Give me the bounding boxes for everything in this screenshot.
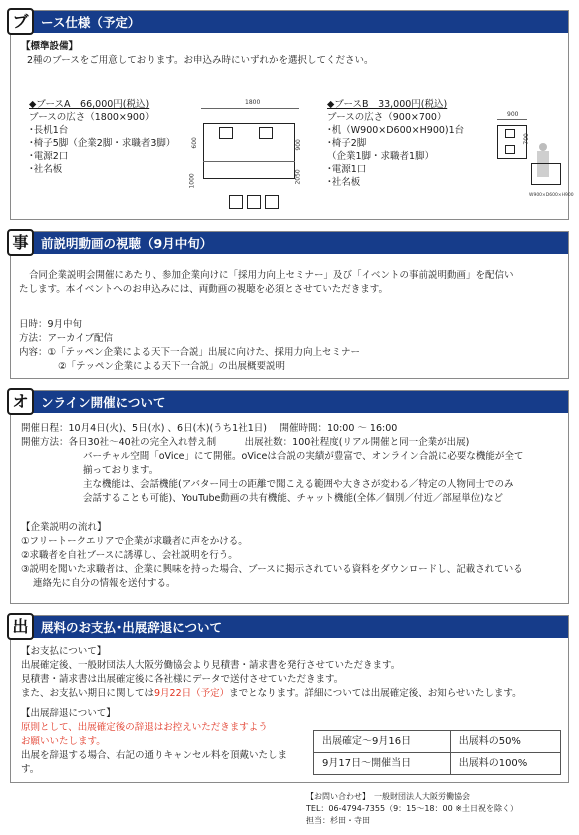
fees-section bbox=[10, 615, 569, 783]
booth-a-line: ･長机1台 bbox=[29, 125, 69, 136]
booth-intro: 2種のブースをご用意しております。お申込み時にいずれかを選択してください。 bbox=[27, 55, 374, 66]
booth-b-note: W900×D600×H900 bbox=[529, 193, 574, 198]
table-cell: 出展料の100% bbox=[450, 753, 560, 775]
booth-header bbox=[11, 11, 568, 33]
contact-line: 担当：杉田・寺田 bbox=[306, 816, 370, 825]
booth-b-chair bbox=[505, 129, 515, 138]
payment-text: 出展確定後、一般財団法人大阪労働協会より見積書・請求書を発行させていただきます。 bbox=[21, 660, 401, 671]
cancel-fee-table bbox=[313, 730, 561, 775]
booth-a-depth1-dim: 600 bbox=[190, 137, 198, 149]
fees-header bbox=[11, 616, 568, 638]
cancel-heading: 【出展辞退について】 bbox=[21, 708, 116, 719]
booth-b-line: ブースの広さ（900×700） bbox=[327, 112, 447, 123]
online-desc: 主な機能は、会話機能(アバター同士の距離で聞こえる範囲や大きさが変わる／特定の人物同士でのみ bbox=[83, 479, 514, 490]
flow-step: ①フリートークエリアで企業が求職者に声をかける。 bbox=[21, 536, 248, 547]
contact-line: TEL：06-4794-7355（9：15～18：00 ※土日祝を除く） bbox=[306, 804, 518, 813]
contact-line: 【お問い合わせ】 一般財団法人大阪労働協会 bbox=[306, 792, 470, 801]
online-dates: 開催日程：10月4日(火)、5日(水) 、6日(木)(うち1社1日) 開催時間：10:00 ～ 16:00 bbox=[21, 423, 398, 434]
fees-badge: 出 bbox=[7, 613, 34, 640]
video-header bbox=[11, 232, 568, 254]
booth-title: ース仕様（予定） bbox=[41, 15, 141, 30]
booth-a-chair bbox=[229, 195, 243, 209]
online-method: 開催方法：各日30社～40社の完全入れ替え制 出展社数：100社程度(リアル開催と同一企業が出展) bbox=[21, 437, 470, 448]
booth-a-table bbox=[203, 123, 295, 179]
video-content: ②「テッペン企業による天下一合説」の出展概要説明 bbox=[58, 361, 286, 372]
cancel-warning: お願いいたします。 bbox=[21, 736, 106, 747]
online-desc: 揃っております。 bbox=[83, 465, 159, 476]
table-row bbox=[314, 753, 561, 775]
online-section bbox=[10, 390, 569, 604]
booth-a-line: ･椅子5脚（企業2脚・求職者3脚） bbox=[29, 138, 176, 149]
booth-section bbox=[10, 10, 574, 220]
flow-heading: 【企業説明の流れ】 bbox=[21, 522, 107, 533]
booth-b-title: ◆ブースB 33,000円(税込) bbox=[327, 99, 448, 110]
video-content: 内容：①「テッペン企業による天下一合説」出展に向けた、採用力向上セミナー bbox=[19, 347, 361, 358]
booth-b-line: ･電源1口 bbox=[327, 164, 367, 175]
booth-a-side-dim: 1000 bbox=[188, 173, 196, 189]
booth-b-chair bbox=[505, 145, 515, 154]
booth-a-line: ･社名板 bbox=[29, 164, 63, 175]
cancel-text: す。 bbox=[21, 764, 40, 775]
booth-a-title: ◆ブースA 66,000円(税込) bbox=[29, 99, 150, 110]
booth-b-line: ･机（W900×D600×H900)1台 bbox=[327, 125, 465, 136]
flow-step: ②求職者を自社ブースに誘導し、会社説明を行う。 bbox=[21, 550, 238, 561]
video-date: 日時：9月中旬 bbox=[19, 319, 83, 330]
table-cell: 出展確定～9月16日 bbox=[314, 731, 451, 753]
booth-a-width-dim: 1800 bbox=[245, 99, 261, 106]
booth-a-height-dim: 2050 bbox=[294, 169, 302, 185]
booth-b-side-dim: 700 bbox=[522, 133, 530, 145]
booth-a-chair bbox=[265, 195, 279, 209]
video-title: 前説明動画の視聴（9月中旬） bbox=[41, 236, 213, 251]
booth-b-person-icon bbox=[539, 143, 547, 151]
standard-equipment-heading: 【標準設備】 bbox=[21, 41, 79, 52]
fees-title: 展料のお支払･出展辞退について bbox=[41, 620, 223, 635]
payment-heading: 【お支払について】 bbox=[21, 646, 107, 657]
video-badge: 事 bbox=[7, 229, 34, 256]
booth-a-diagram bbox=[189, 99, 309, 219]
booth-badge: ブ bbox=[7, 8, 34, 35]
flow-step: ③説明を聞いた求職者は、企業に興味を持った場合、ブースに掲示されている資料をダウンロードし、記載されている bbox=[21, 564, 523, 575]
online-desc: 会話することも可能)、YouTube動画の共有機能、チャット機能(全体／個別／付近／部屋単位)など bbox=[83, 493, 503, 504]
booth-a-chair bbox=[219, 127, 233, 139]
booth-a-chair bbox=[247, 195, 261, 209]
payment-due-date: 9月22日（予定） bbox=[154, 688, 230, 699]
booth-b-line: ･社名板 bbox=[327, 177, 361, 188]
booth-a-depth2-dim: 900 bbox=[294, 139, 302, 151]
booth-a-line: ･電源2口 bbox=[29, 151, 69, 162]
payment-text: 見積書・請求書は出展確定後に各社様にデータで送付させていただきます。 bbox=[21, 674, 344, 685]
booth-a-chair bbox=[259, 127, 273, 139]
booth-b-line: （企業1脚・求職者1脚） bbox=[327, 151, 435, 162]
booth-b-line: ･椅子2脚 bbox=[327, 138, 367, 149]
online-desc: バーチャル空間「oVice」にて開催。oViceは合説の実績が豊富で、オンライン合説に必要な機能が全て bbox=[83, 451, 524, 462]
booth-b-width-dim: 900 bbox=[507, 111, 519, 118]
flow-step: 連絡先に自分の情報を送付する。 bbox=[33, 578, 176, 589]
video-section bbox=[10, 231, 569, 379]
booth-a-line: ブースの広さ（1800×900） bbox=[29, 112, 155, 123]
video-para: 合同企業説明会開催にあたり、参加企業向けに「採用力向上セミナー」及び「イベントの事前説明動画」を配信い bbox=[29, 270, 514, 281]
payment-due-suffix: までとなります。詳細については出展確定後、お知らせいたします。 bbox=[229, 688, 522, 699]
booth-b-desk-3d bbox=[531, 163, 561, 185]
booth-b-diagram bbox=[491, 111, 574, 211]
online-title: ンライン開催について bbox=[41, 395, 166, 410]
video-para: たします。本イベントへのお申込みには、両動画の視聴を必須とさせていただきます。 bbox=[19, 284, 388, 295]
table-row bbox=[314, 731, 561, 753]
video-method: 方法：アーカイブ配信 bbox=[19, 333, 113, 344]
payment-text bbox=[21, 688, 522, 700]
cancel-text: 出展を辞退する場合、右記の通りキャンセル料を頂戴いたしま bbox=[21, 750, 288, 761]
table-cell: 出展料の50% bbox=[450, 731, 560, 753]
cancel-warning: 原則として、出展確定後の辞退はお控えいただきますよう bbox=[21, 722, 268, 733]
payment-due-prefix: また、お支払い期日に関しては bbox=[21, 688, 155, 699]
online-badge: オ bbox=[7, 388, 34, 415]
table-cell: 9月17日～開催当日 bbox=[314, 753, 451, 775]
online-header bbox=[11, 391, 568, 413]
